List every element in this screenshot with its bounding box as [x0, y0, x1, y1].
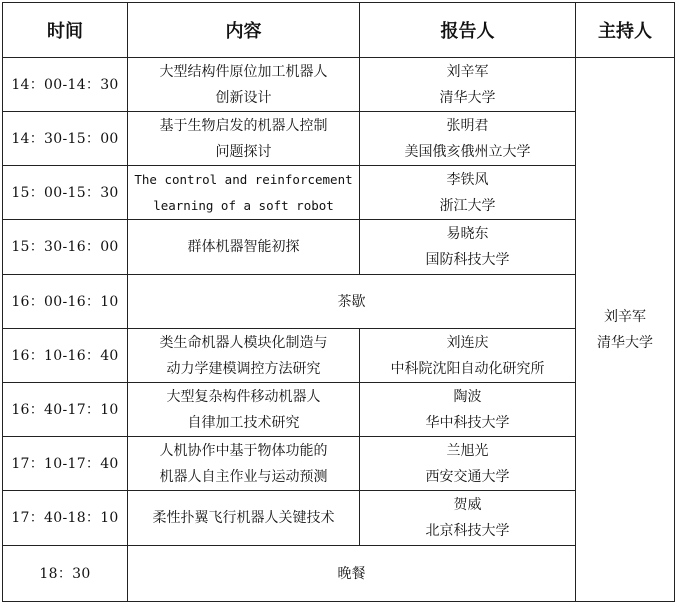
speaker-cell	[360, 491, 576, 546]
header-content: 内容	[128, 3, 360, 58]
table-row	[3, 220, 675, 275]
time-cell: 14：00-14：30	[3, 58, 128, 112]
table-row	[3, 112, 675, 166]
host-cell	[576, 58, 675, 602]
break-cell: 茶歇	[128, 275, 576, 329]
header-speaker: 报告人	[360, 3, 576, 58]
content-line: 柔性扑翼飞行机器人关键技术	[152, 510, 335, 526]
content-cell	[128, 437, 360, 491]
table-row	[3, 58, 675, 112]
host-name: 刘辛军	[604, 308, 646, 325]
speaker-name: 易晓东	[446, 226, 489, 242]
time-cell: 15：00-15：30	[3, 166, 128, 220]
speaker-cell	[360, 383, 576, 437]
header-host: 主持人	[576, 3, 675, 58]
schedule-table	[2, 2, 675, 602]
table-row	[3, 383, 675, 437]
content-cell	[128, 491, 360, 546]
speaker-cell	[360, 166, 576, 220]
speaker-cell	[360, 220, 576, 275]
content-line: 动力学建模调控方法研究	[166, 360, 321, 377]
speaker-name: 兰旭光	[446, 442, 489, 459]
content-cell	[128, 166, 360, 220]
speaker-org: 美国俄亥俄州立大学	[404, 143, 531, 160]
speaker-org: 北京科技大学	[425, 523, 510, 539]
content-line: 自律加工技术研究	[187, 414, 300, 431]
content-line: 机器人自主作业与运动预测	[159, 468, 328, 485]
time-cell: 14：30-15：00	[3, 112, 128, 166]
content-line: 大型复杂构件移动机器人	[166, 388, 321, 405]
time-cell: 16：40-17：10	[3, 383, 128, 437]
content-line: 人机协作中基于物体功能的	[159, 442, 328, 459]
time-cell: 18：30	[3, 546, 128, 602]
content-cell	[128, 383, 360, 437]
content-line: The control and reinforcement	[134, 171, 353, 187]
table-row	[3, 491, 675, 546]
speaker-cell	[360, 437, 576, 491]
content-line: 大型结构件原位加工机器人	[159, 63, 328, 80]
break-cell: 晚餐	[128, 546, 576, 602]
time-cell: 17：10-17：40	[3, 437, 128, 491]
content-line: 群体机器智能初探	[187, 239, 300, 255]
table-row	[3, 329, 675, 383]
table-row	[3, 546, 675, 602]
content-cell	[128, 112, 360, 166]
time-cell: 16：10-16：40	[3, 329, 128, 383]
content-cell	[128, 329, 360, 383]
speaker-cell	[360, 329, 576, 383]
content-cell	[128, 58, 360, 112]
content-line: learning of a soft robot	[153, 197, 334, 213]
speaker-org: 中科院沈阳自动化研究所	[390, 360, 545, 377]
time-cell: 15：30-16：00	[3, 220, 128, 275]
speaker-name: 刘辛军	[446, 63, 489, 80]
time-cell: 17：40-18：10	[3, 491, 128, 546]
speaker-org: 清华大学	[439, 89, 496, 106]
speaker-org: 国防科技大学	[425, 252, 510, 268]
speaker-cell	[360, 112, 576, 166]
host-org: 清华大学	[597, 334, 653, 351]
content-line: 创新设计	[215, 89, 272, 106]
table-row	[3, 275, 675, 329]
header-row	[3, 3, 675, 58]
content-line: 基于生物启发的机器人控制	[159, 117, 328, 134]
speaker-name: 李铁风	[446, 171, 489, 188]
content-line: 问题探讨	[215, 143, 272, 160]
speaker-name: 贺威	[453, 497, 482, 513]
time-cell: 16：00-16：10	[3, 275, 128, 329]
table-row	[3, 166, 675, 220]
speaker-name: 张明君	[446, 117, 489, 134]
speaker-org: 华中科技大学	[425, 414, 510, 431]
speaker-org: 西安交通大学	[425, 468, 510, 485]
table-row	[3, 437, 675, 491]
speaker-cell	[360, 58, 576, 112]
content-line: 类生命机器人模块化制造与	[159, 334, 328, 351]
speaker-name: 陶波	[453, 388, 482, 405]
header-time: 时间	[3, 3, 128, 58]
speaker-org: 浙江大学	[439, 197, 496, 214]
content-cell	[128, 220, 360, 275]
speaker-name: 刘连庆	[446, 334, 489, 351]
